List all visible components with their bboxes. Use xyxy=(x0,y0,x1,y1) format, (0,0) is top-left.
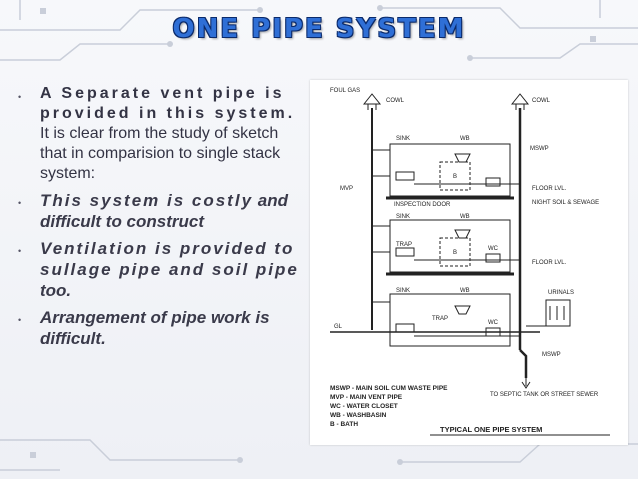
bullet-2-text: and difficult to construct xyxy=(40,191,288,231)
label-night-soil: NIGHT SOIL & SEWAGE xyxy=(532,200,600,206)
label-mswp: MSWP xyxy=(530,146,549,152)
legend-line-5: B - BATH xyxy=(330,421,359,428)
label-gl: GL xyxy=(334,324,343,330)
label-wb-1: WB xyxy=(460,136,470,142)
one-pipe-system-diagram xyxy=(310,80,628,445)
bullet-1-emphasis: A Separate vent pipe is provided in this system. xyxy=(40,85,296,122)
bullet-2-emphasis: This system is costly xyxy=(40,191,254,210)
label-sink-2: SINK xyxy=(396,214,411,220)
legend-line-4: WB - WASHBASIN xyxy=(330,412,387,419)
label-mswp-2: MSWP xyxy=(542,352,561,358)
bullet-item-1 xyxy=(14,84,304,184)
label-b-2: B xyxy=(453,250,458,256)
label-wc-2: WC xyxy=(488,320,498,326)
label-trap-2: TRAP xyxy=(432,316,449,322)
bullet-item-3 xyxy=(14,238,304,301)
label-trap-1: TRAP xyxy=(396,242,413,248)
bullet-dot-icon: • xyxy=(18,198,22,208)
label-wc-1: WC xyxy=(488,246,498,252)
label-cowl-right: COWL xyxy=(532,98,550,104)
label-sink-1: SINK xyxy=(396,136,411,142)
bullet-dot-icon: • xyxy=(18,315,22,325)
legend-line-2: MVP - MAIN VENT PIPE xyxy=(330,394,403,401)
label-floor-2: FLOOR LVL. xyxy=(532,260,567,266)
label-septic: TO SEPTIC TANK OR STREET SEWER xyxy=(490,392,599,398)
label-inspection: INSPECTION DOOR xyxy=(394,202,451,208)
bullet-list xyxy=(14,84,304,355)
label-floor-1: FLOOR LVL. xyxy=(532,186,567,192)
legend-line-1: MSWP - MAIN SOIL CUM WASTE PIPE xyxy=(330,385,448,392)
bullet-dot-icon: • xyxy=(18,246,22,256)
label-b-1: B xyxy=(453,174,458,180)
slide-title: ONE PIPE SYSTEM xyxy=(172,14,466,44)
bullet-dot-icon: • xyxy=(18,92,22,102)
diagram-drawing xyxy=(310,80,628,445)
bullet-3-emphasis: Ventilation is provided to sullage pipe and soil pipe xyxy=(40,239,299,279)
label-urinals: URINALS xyxy=(548,290,575,296)
bullet-3-text: too. xyxy=(40,281,72,300)
label-wb-2: WB xyxy=(460,214,470,220)
bullet-4-text: Arrangement of pipe work is difficult. xyxy=(40,308,270,348)
legend-line-3: WC - WATER CLOSET xyxy=(330,403,398,410)
bullet-item-4 xyxy=(14,307,304,349)
label-wb-3: WB xyxy=(460,288,470,294)
label-foul-gas: FOUL GAS xyxy=(330,88,361,94)
label-mvp: MVP xyxy=(340,186,354,192)
diagram-caption: TYPICAL ONE PIPE SYSTEM xyxy=(440,425,543,434)
label-cowl-left: COWL xyxy=(386,98,404,104)
bullet-item-2 xyxy=(14,190,304,232)
bullet-1-text: It is clear from the study of sketch that in comparision to single stack system: xyxy=(40,125,281,182)
label-sink-3: SINK xyxy=(396,288,411,294)
